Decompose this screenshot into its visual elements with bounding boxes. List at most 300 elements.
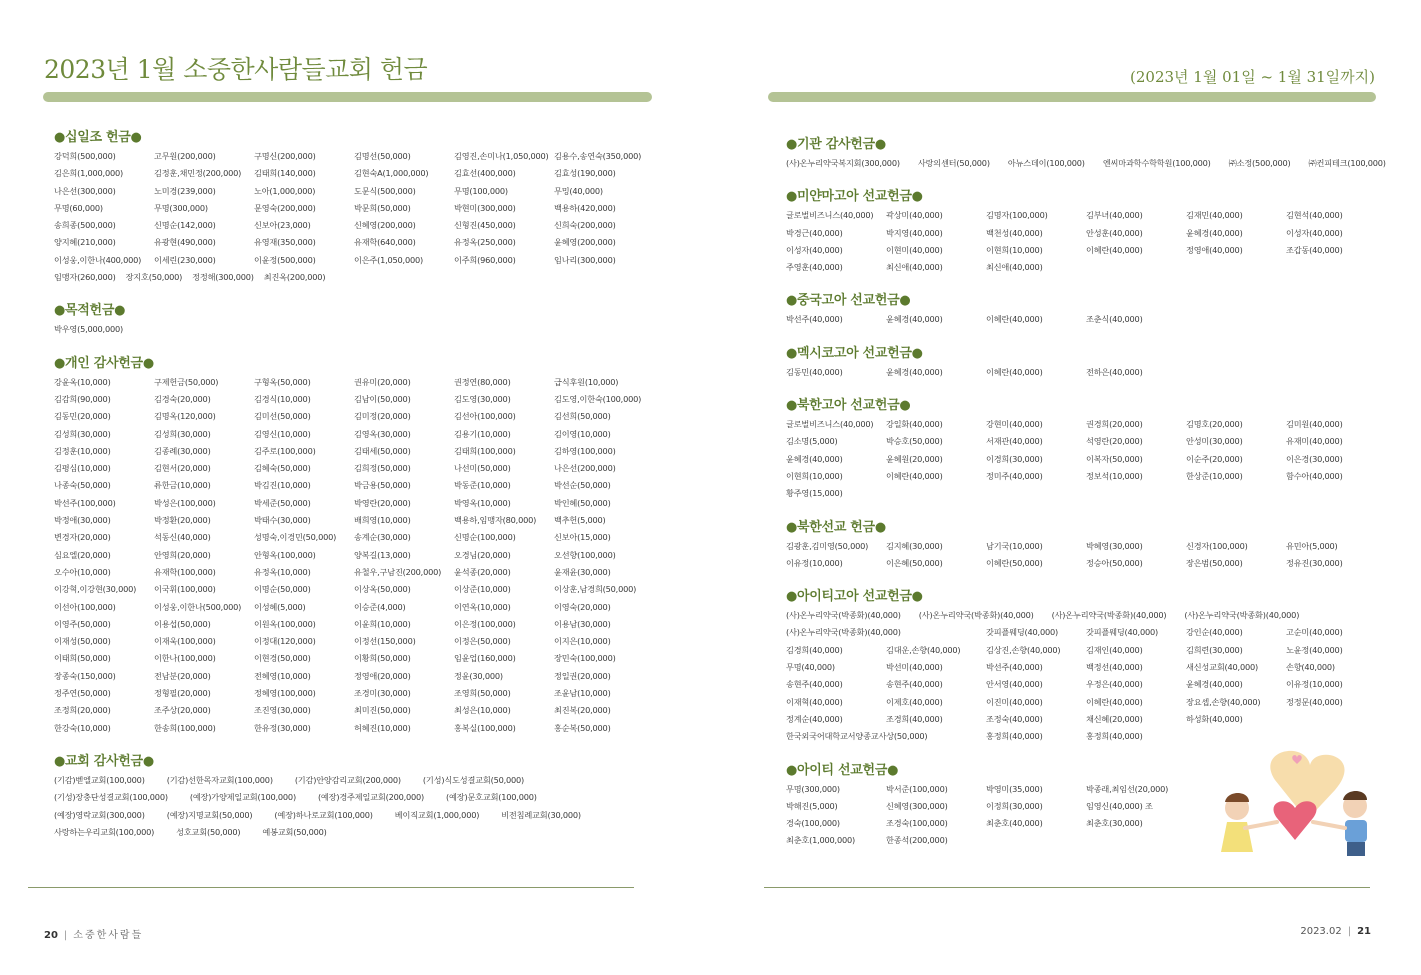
china-section xyxy=(786,289,1406,328)
list-item: 조갑동(40,000) xyxy=(1286,244,1343,255)
list-item: 김영진,손미나(1,050,000) xyxy=(454,151,549,161)
list-row xyxy=(786,607,1406,624)
list-item: 김하영(100,000) xyxy=(554,445,616,456)
list-item: 무명(40,000) xyxy=(786,662,835,673)
list-item: 유영재(350,000) xyxy=(254,237,316,248)
list-item: 류한금(10,000) xyxy=(154,480,211,491)
list-item: 김영신(10,000) xyxy=(254,428,311,439)
list-item: 신명순(142,000) xyxy=(154,220,216,231)
list-item: 무명(300,000) xyxy=(786,783,840,794)
footer-right: 2023.02 | 21 xyxy=(1300,926,1371,937)
nk-mission-section xyxy=(786,516,1406,573)
list-item: 신명순(100,000) xyxy=(454,532,516,543)
list-item: 아뉴스데이(100,000) xyxy=(1007,158,1085,168)
list-item: 베이직교회(1,000,000) xyxy=(394,809,480,820)
list-item: 신형진(450,000) xyxy=(454,220,516,231)
list-item: 김태희(100,000) xyxy=(454,445,516,456)
haiti-orphan-section xyxy=(786,585,1406,745)
list-item: 최미진(50,000) xyxy=(354,705,411,716)
list-item: 심요엘(20,000) xyxy=(54,549,111,560)
list-item: (사)온누리약국(박종화)(40,000) xyxy=(918,610,1034,621)
list-item: 박종래,최임선(20,000) xyxy=(1086,783,1169,794)
myanmar-grid xyxy=(786,207,1406,276)
title-bar xyxy=(43,92,652,102)
list-item: 안영희(20,000) xyxy=(154,549,211,560)
nk-mission-grid xyxy=(786,538,1406,573)
list-item: 김정훈(10,000) xyxy=(54,445,111,456)
list-item: 나은선(300,000) xyxy=(54,185,116,196)
list-item: 김효성(190,000) xyxy=(554,168,616,179)
list-item: 이성웅,이한나(400,000) xyxy=(54,254,142,265)
list-item: 한국외국어대학교서양종교사상(50,000) xyxy=(786,731,928,742)
list-item: 정형필(20,000) xyxy=(154,688,211,699)
left-column xyxy=(54,126,654,854)
list-item: 정일권(20,000) xyxy=(554,670,611,681)
list-item: 박서준(100,000) xyxy=(886,783,948,794)
boy-pants-icon xyxy=(1347,842,1365,856)
list-item: 박인혜(50,000) xyxy=(554,497,611,508)
list-item: 김현숙A(1,000,000) xyxy=(354,168,429,179)
list-item: 이혜란(40,000) xyxy=(1086,696,1143,707)
list-item: 노윤정(40,000) xyxy=(1286,644,1343,655)
mexico-title: ●멕시코고아 선교헌금● xyxy=(786,345,923,361)
list-item: 조영희(50,000) xyxy=(454,688,511,699)
china-grid xyxy=(786,311,1406,328)
list-item: 김상진,손향(40,000) xyxy=(986,644,1061,655)
list-item: 윤혜원(20,000) xyxy=(886,453,943,464)
list-item: 이성자(40,000) xyxy=(1286,227,1343,238)
list-item: 송희종(500,000) xyxy=(54,220,116,231)
list-item: 윤혜경(40,000) xyxy=(886,314,943,325)
list-item: 강일화(40,000) xyxy=(886,419,943,430)
list-item: 장지호(50,000) xyxy=(125,272,183,283)
list-item: 나종숙(50,000) xyxy=(54,480,111,491)
list-item: 김광훈,김미영(50,000) xyxy=(786,540,869,551)
list-item: 이정은(50,000) xyxy=(454,636,511,647)
org-thanks-list xyxy=(786,155,1406,172)
list-item: 홍정희(40,000) xyxy=(986,731,1043,742)
list-item: 정유진(30,000) xyxy=(1286,557,1343,568)
list-item: 김정훈,채민정(200,000) xyxy=(154,168,242,179)
list-item: 최신애(40,000) xyxy=(886,262,943,273)
list-item: 김지혜(30,000) xyxy=(886,540,943,551)
list-item: 무명(300,000) xyxy=(154,202,208,213)
list-item: 유철우,구남진(200,000) xyxy=(354,566,442,577)
list-item: 백용하(420,000) xyxy=(554,202,616,213)
list-item: 고무원(200,000) xyxy=(154,151,216,161)
list-item: 김주로(100,000) xyxy=(254,445,316,456)
list-item: 이혜란(50,000) xyxy=(986,557,1043,568)
list-item: 엔씨마과학수학학원(100,000) xyxy=(1102,158,1211,168)
list-row xyxy=(54,824,654,841)
footer-date: 2023.02 xyxy=(1300,926,1342,937)
list-item: 강인순(40,000) xyxy=(1186,627,1243,638)
list-item: 윤혜경(40,000) xyxy=(1186,679,1243,690)
list-item: 박지영(40,000) xyxy=(886,227,943,238)
list-item: 이주희(960,000) xyxy=(454,254,516,265)
list-item: 백정선(40,000) xyxy=(1086,662,1143,673)
list-item: 박세준(50,000) xyxy=(254,497,311,508)
list-item: 홍정희(40,000) xyxy=(1086,731,1143,742)
list-item: 이은주(1,050,000) xyxy=(354,254,423,265)
list-item: 박선주(100,000) xyxy=(54,497,116,508)
list-item: 이은정(100,000) xyxy=(454,618,516,629)
list-item: (기감)선한목자교회(100,000) xyxy=(166,774,273,785)
list-item: 박태수(30,000) xyxy=(254,515,311,526)
list-item: 박성은(100,000) xyxy=(154,497,216,508)
list-item: 전남분(20,000) xyxy=(154,670,211,681)
list-item: 김경숙(20,000) xyxy=(154,393,211,404)
list-item: 김선희(50,000) xyxy=(554,411,611,422)
list-item: 김부녀(40,000) xyxy=(1086,210,1143,221)
mexico-grid xyxy=(786,364,1406,381)
list-item: 배희영(10,000) xyxy=(354,515,411,526)
list-item: (예장)지명교회(50,000) xyxy=(166,809,253,820)
list-item: 양지혜(210,000) xyxy=(54,237,116,248)
myanmar-title: ●미얀마고아 선교헌금● xyxy=(786,189,923,205)
list-item: 정계순(40,000) xyxy=(786,713,843,724)
list-item xyxy=(886,728,986,745)
list-item: 유재미(40,000) xyxy=(1286,436,1343,447)
list-item: (예장)영락교회(300,000) xyxy=(54,809,145,820)
footer-line xyxy=(28,887,634,888)
list-item: 이현미(40,000) xyxy=(886,244,943,255)
list-item: 노미경(239,000) xyxy=(154,185,216,196)
list-item xyxy=(1086,832,1186,849)
list-item: 갓피플웨딩(40,000) xyxy=(1086,627,1158,638)
list-item: 윤석종(20,000) xyxy=(454,566,511,577)
list-item: 김태세(50,000) xyxy=(354,445,411,456)
list-item: 박선순(50,000) xyxy=(554,480,611,491)
nk-orphan-section xyxy=(786,394,1406,502)
list-item: 김재인(40,000) xyxy=(1086,644,1143,655)
list-item: 신혜영(300,000) xyxy=(886,800,948,811)
list-item: 남기국(10,000) xyxy=(986,540,1043,551)
list-item: 홍순복(50,000) xyxy=(554,722,611,733)
list-item: 강덕희(500,000) xyxy=(54,151,116,161)
china-title: ●중국고아 선교헌금● xyxy=(786,293,911,309)
list-item: 김은희(1,000,000) xyxy=(54,168,123,179)
list-item: 최춘호(30,000) xyxy=(1086,818,1143,829)
list-item: 김성희(30,000) xyxy=(154,428,211,439)
list-item: 나선미(50,000) xyxy=(454,463,511,474)
list-item: 조정희(20,000) xyxy=(54,705,111,716)
list-item: 김선아(100,000) xyxy=(454,411,516,422)
list-item: 정윤(30,000) xyxy=(454,670,503,681)
list-item: 이태희(50,000) xyxy=(54,653,111,664)
list-item: 임나리(300,000) xyxy=(554,254,616,265)
list-item: 이선아(100,000) xyxy=(54,601,116,612)
list-item: 이지은(10,000) xyxy=(554,636,611,647)
list-item: 박영미(35,000) xyxy=(986,783,1043,794)
list-item: 안성훈(40,000) xyxy=(1086,227,1143,238)
left-page xyxy=(0,0,710,975)
list-item: 백용하,임맹자(80,000) xyxy=(454,515,537,526)
list-item: 최춘호(40,000) xyxy=(986,818,1043,829)
boy-shirt-icon xyxy=(1345,820,1367,842)
list-item: 정정문(40,000) xyxy=(1286,696,1343,707)
list-item: 안성미(30,000) xyxy=(1186,436,1243,447)
list-item: 조경희(40,000) xyxy=(886,713,943,724)
list-item: 김경식(10,000) xyxy=(254,393,311,404)
list-item: 조윤남(10,000) xyxy=(554,688,611,699)
list-item: 글로벌비즈니스(40,000) xyxy=(786,419,874,430)
list-item: 양복길(13,000) xyxy=(354,549,411,560)
list-item: (예장)하나로교회(100,000) xyxy=(274,809,373,820)
list-item: 박동준(10,000) xyxy=(454,480,511,491)
list-item: 노아(1,000,000) xyxy=(254,185,316,196)
list-item: 사랑하는우리교회(100,000) xyxy=(54,826,155,837)
list-item: 임영신(40,000) 조 xyxy=(1086,800,1153,811)
list-item: 비전침례교회(30,000) xyxy=(501,809,581,820)
list-item: 성호교회(50,000) xyxy=(176,826,241,837)
list-item: 장민숙(100,000) xyxy=(554,653,616,664)
list-item: 한상준(10,000) xyxy=(1186,470,1243,481)
list-item: 이세린(230,000) xyxy=(154,254,216,265)
list-item: 윤혜경(40,000) xyxy=(786,453,843,464)
list-item: 이영주(50,000) xyxy=(54,618,111,629)
list-item: (기감)벧엘교회(100,000) xyxy=(54,774,145,785)
list-item: (예장)경주제일교회(200,000) xyxy=(317,792,425,803)
list-item: 오선향(100,000) xyxy=(554,549,616,560)
list-item: 박영옥(10,000) xyxy=(454,497,511,508)
list-item: 박승호(50,000) xyxy=(886,436,943,447)
list-item: 박현미(300,000) xyxy=(454,202,516,213)
list-item: 윤재윤(30,000) xyxy=(554,566,611,577)
church-section xyxy=(54,750,654,841)
list-item: 이혜란(40,000) xyxy=(986,366,1043,377)
list-row xyxy=(54,789,654,806)
list-item: 유민아(5,000) xyxy=(1286,540,1338,551)
list-item: 이원옥(100,000) xyxy=(254,618,316,629)
list-item: 전하은(40,000) xyxy=(1086,366,1143,377)
girl-hair-icon xyxy=(1225,793,1249,802)
list-item: 한종석(200,000) xyxy=(886,835,948,846)
thanks-section xyxy=(54,352,654,737)
list-item: 사랑의센터(50,000) xyxy=(917,158,990,168)
list-item: 이혜란(40,000) xyxy=(986,314,1043,325)
list-item: 김이영(10,000) xyxy=(554,428,611,439)
purpose-section xyxy=(54,299,654,338)
list-item: 김도영,이한숙(100,000) xyxy=(554,393,642,404)
boy-hair-icon xyxy=(1343,791,1367,800)
list-item: 박해진(5,000) xyxy=(786,800,838,811)
list-item: 이성자(40,000) xyxy=(786,244,843,255)
list-item: 석영란(20,000) xyxy=(1086,436,1143,447)
list-item: 안서영(40,000) xyxy=(986,679,1043,690)
list-item: 조진영(30,000) xyxy=(254,705,311,716)
list-item: 홍복실(100,000) xyxy=(454,722,516,733)
list-item: (기감)안양감리교회(200,000) xyxy=(294,774,401,785)
list-item: 박영란(20,000) xyxy=(354,497,411,508)
list-item: 나은선(200,000) xyxy=(554,463,616,474)
list-item: 성명숙,이경민(50,000) xyxy=(254,532,337,543)
list-item: 이재성(50,000) xyxy=(54,636,111,647)
list-item: 서재관(40,000) xyxy=(986,436,1043,447)
list-item: 전혜영(10,000) xyxy=(254,670,311,681)
list-item: 강현미(40,000) xyxy=(986,419,1043,430)
list-item: 함수아(40,000) xyxy=(1286,470,1343,481)
tithe-title: ●십일조 헌금● xyxy=(54,130,142,145)
list-item: (사)온누리약국(박종화)(40,000) xyxy=(1051,610,1167,621)
list-item: 김현서(20,000) xyxy=(154,463,211,474)
list-item: 이복자(50,000) xyxy=(1086,453,1143,464)
list-item: 정영애(40,000) xyxy=(1186,244,1243,255)
list-item: 임윤업(160,000) xyxy=(454,653,516,664)
list-item: 이한나(100,000) xyxy=(154,653,216,664)
list-item: 정승아(50,000) xyxy=(1086,557,1143,568)
list-item: 정영애(20,000) xyxy=(354,670,411,681)
list-item: 박혜영(30,000) xyxy=(1086,540,1143,551)
list-item: 구제헌금(50,000) xyxy=(154,376,219,387)
list-item: 주영훈(40,000) xyxy=(786,262,843,273)
list-item: 김감희(90,000) xyxy=(54,393,111,404)
list-item: 조주상(20,000) xyxy=(154,705,211,716)
list-item: 이재욱(100,000) xyxy=(154,636,216,647)
list-item: 무밍(40,000) xyxy=(554,185,603,196)
list-item: 새신성교회(40,000) xyxy=(1186,662,1258,673)
list-item: 최성은(10,000) xyxy=(454,705,511,716)
list-item: 백천성(40,000) xyxy=(986,227,1043,238)
list-item xyxy=(886,624,986,641)
list-item: 박선주(40,000) xyxy=(786,314,843,325)
page-number: 21 xyxy=(1357,926,1371,937)
list-item: 김소명(5,000) xyxy=(786,436,838,447)
list-item: 윤혜경(40,000) xyxy=(886,366,943,377)
list-item: 이정희(30,000) xyxy=(986,800,1043,811)
list-item: (사)온누리약국(박종화)(40,000) xyxy=(1184,610,1300,621)
list-item: 고순미(40,000) xyxy=(1286,627,1343,638)
list-item: 이정선(150,000) xyxy=(354,636,416,647)
list-item: 장종숙(150,000) xyxy=(54,670,116,681)
list-item: 신보아(15,000) xyxy=(554,532,611,543)
list-row xyxy=(54,807,654,824)
haiti-orphan-grid xyxy=(786,624,1406,745)
list-item: 정혜영(100,000) xyxy=(254,688,316,699)
list-item: (예장)가양제일교회(100,000) xyxy=(189,792,296,803)
church-rows xyxy=(54,772,654,841)
list-item: 무명(100,000) xyxy=(454,185,508,196)
haiti-orphan-title: ●아이티고아 선교헌금● xyxy=(786,589,923,605)
list-item: 이용남(30,000) xyxy=(554,618,611,629)
list-item: 오수아(10,000) xyxy=(54,566,111,577)
list-item: 김명선(50,000) xyxy=(354,151,411,161)
list-item: 박선미(40,000) xyxy=(886,662,943,673)
list-item: 김성희(30,000) xyxy=(54,428,111,439)
list-item: 김평심(10,000) xyxy=(54,463,111,474)
list-item: (사)온누리약국(박종화)(40,000) xyxy=(786,610,901,621)
church-title: ●교회 감사헌금● xyxy=(54,753,154,769)
list-item: 손향(40,000) xyxy=(1286,662,1335,673)
list-item: 김종례(30,000) xyxy=(154,445,211,456)
list-item: 김미선(50,000) xyxy=(254,411,311,422)
list-item: ㈜소정(500,000) xyxy=(1228,158,1291,168)
page-title: 2023년 1월 소중한사람들교회 헌금 xyxy=(44,55,428,84)
list-item: 우정은(40,000) xyxy=(1086,679,1143,690)
list-item: 한유정(30,000) xyxy=(254,722,311,733)
myanmar-section xyxy=(786,185,1406,276)
list-item: 김미정(20,000) xyxy=(354,411,411,422)
list-item: 최신애(40,000) xyxy=(986,262,1043,273)
list-item: 경숙(100,000) xyxy=(786,818,840,829)
list-item: 이영숙(20,000) xyxy=(554,601,611,612)
list-item: 이용섭(50,000) xyxy=(154,618,211,629)
list-item: (기성)식도성결교회(50,000) xyxy=(422,774,525,785)
list-item: 이연옥(10,000) xyxy=(454,601,511,612)
list-item: 김동민(20,000) xyxy=(54,411,111,422)
list-item: 김희련(30,000) xyxy=(1186,644,1243,655)
list-item: 김경희(40,000) xyxy=(786,644,843,655)
thanks-grid xyxy=(54,374,654,737)
list-item: 조경미(30,000) xyxy=(354,688,411,699)
list-item: 김태희(140,000) xyxy=(254,168,316,179)
list-item: 이은혜(50,000) xyxy=(886,557,943,568)
list-item: 구형옥(50,000) xyxy=(254,376,311,387)
list-item: 박선주(40,000) xyxy=(986,662,1043,673)
nk-mission-title: ●북한선교 헌금● xyxy=(786,519,886,535)
list-item: 권유미(20,000) xyxy=(354,376,411,387)
red-heart-shape xyxy=(1273,801,1316,840)
list-item: 구명신(200,000) xyxy=(254,151,316,161)
thanks-title: ●개인 감사헌금● xyxy=(54,355,154,371)
tithe-grid xyxy=(54,148,654,269)
list-item: 이승준(4,000) xyxy=(354,601,406,612)
list-item: 김동민(40,000) xyxy=(786,366,843,377)
list-row xyxy=(54,772,654,789)
list-item: 김희정(50,000) xyxy=(354,463,411,474)
list-item: 김용수,송연숙(350,000) xyxy=(554,151,642,161)
list-item: 박우영(5,000,000) xyxy=(54,324,123,335)
list-item: 이성웅,이한나(500,000) xyxy=(154,601,242,612)
list-item: 갓피플웨딩(40,000) xyxy=(986,627,1058,638)
list-item: 안형옥(100,000) xyxy=(254,549,316,560)
list-item: (사)온누리약국복지회(300,000) xyxy=(786,158,900,168)
list-item: 강윤옥(10,000) xyxy=(54,376,111,387)
list-item: 김재민(40,000) xyxy=(1186,210,1243,221)
list-item: 오경님(20,000) xyxy=(454,549,511,560)
list-item: 유정옥(10,000) xyxy=(254,566,311,577)
list-item: 유재학(100,000) xyxy=(154,566,216,577)
mexico-section xyxy=(786,342,1406,381)
list-item: 박문희(50,000) xyxy=(354,202,411,213)
list-item: 이윤희(10,000) xyxy=(354,618,411,629)
list-item: 조정숙(40,000) xyxy=(986,713,1043,724)
list-item xyxy=(1286,711,1386,728)
list-item: 이상옥(50,000) xyxy=(354,584,411,595)
list-item: 김명자(100,000) xyxy=(986,210,1048,221)
period-label: (2023년 1월 01일 ~ 1월 31일까지) xyxy=(1130,68,1375,86)
list-item: 이상준(10,000) xyxy=(454,584,511,595)
list-item: 이진미(40,000) xyxy=(986,696,1043,707)
list-item: 신경자(100,000) xyxy=(1186,540,1248,551)
org-thanks-section xyxy=(786,133,1406,172)
list-item: 이유정(10,000) xyxy=(1286,679,1343,690)
boy-arm-icon xyxy=(1313,822,1345,828)
purpose-grid xyxy=(54,321,654,338)
list-item: 이재혁(40,000) xyxy=(786,696,843,707)
list-item: 이윤정(500,000) xyxy=(254,254,316,265)
list-item: (예장)문호교회(100,000) xyxy=(446,792,537,803)
list-item: 허혜진(10,000) xyxy=(354,722,411,733)
list-item: 이현경(50,000) xyxy=(254,653,311,664)
list-item: 장은범(50,000) xyxy=(1186,557,1243,568)
list-item: 임맹자(260,000) xyxy=(54,272,116,283)
list-item: 변경자(20,000) xyxy=(54,532,111,543)
footer-org: 소중한사람들 xyxy=(73,930,144,941)
list-item: 정정해(300,000) xyxy=(192,272,254,283)
list-item: 신보아(23,000) xyxy=(254,220,311,231)
list-item: 이황희(50,000) xyxy=(354,653,411,664)
